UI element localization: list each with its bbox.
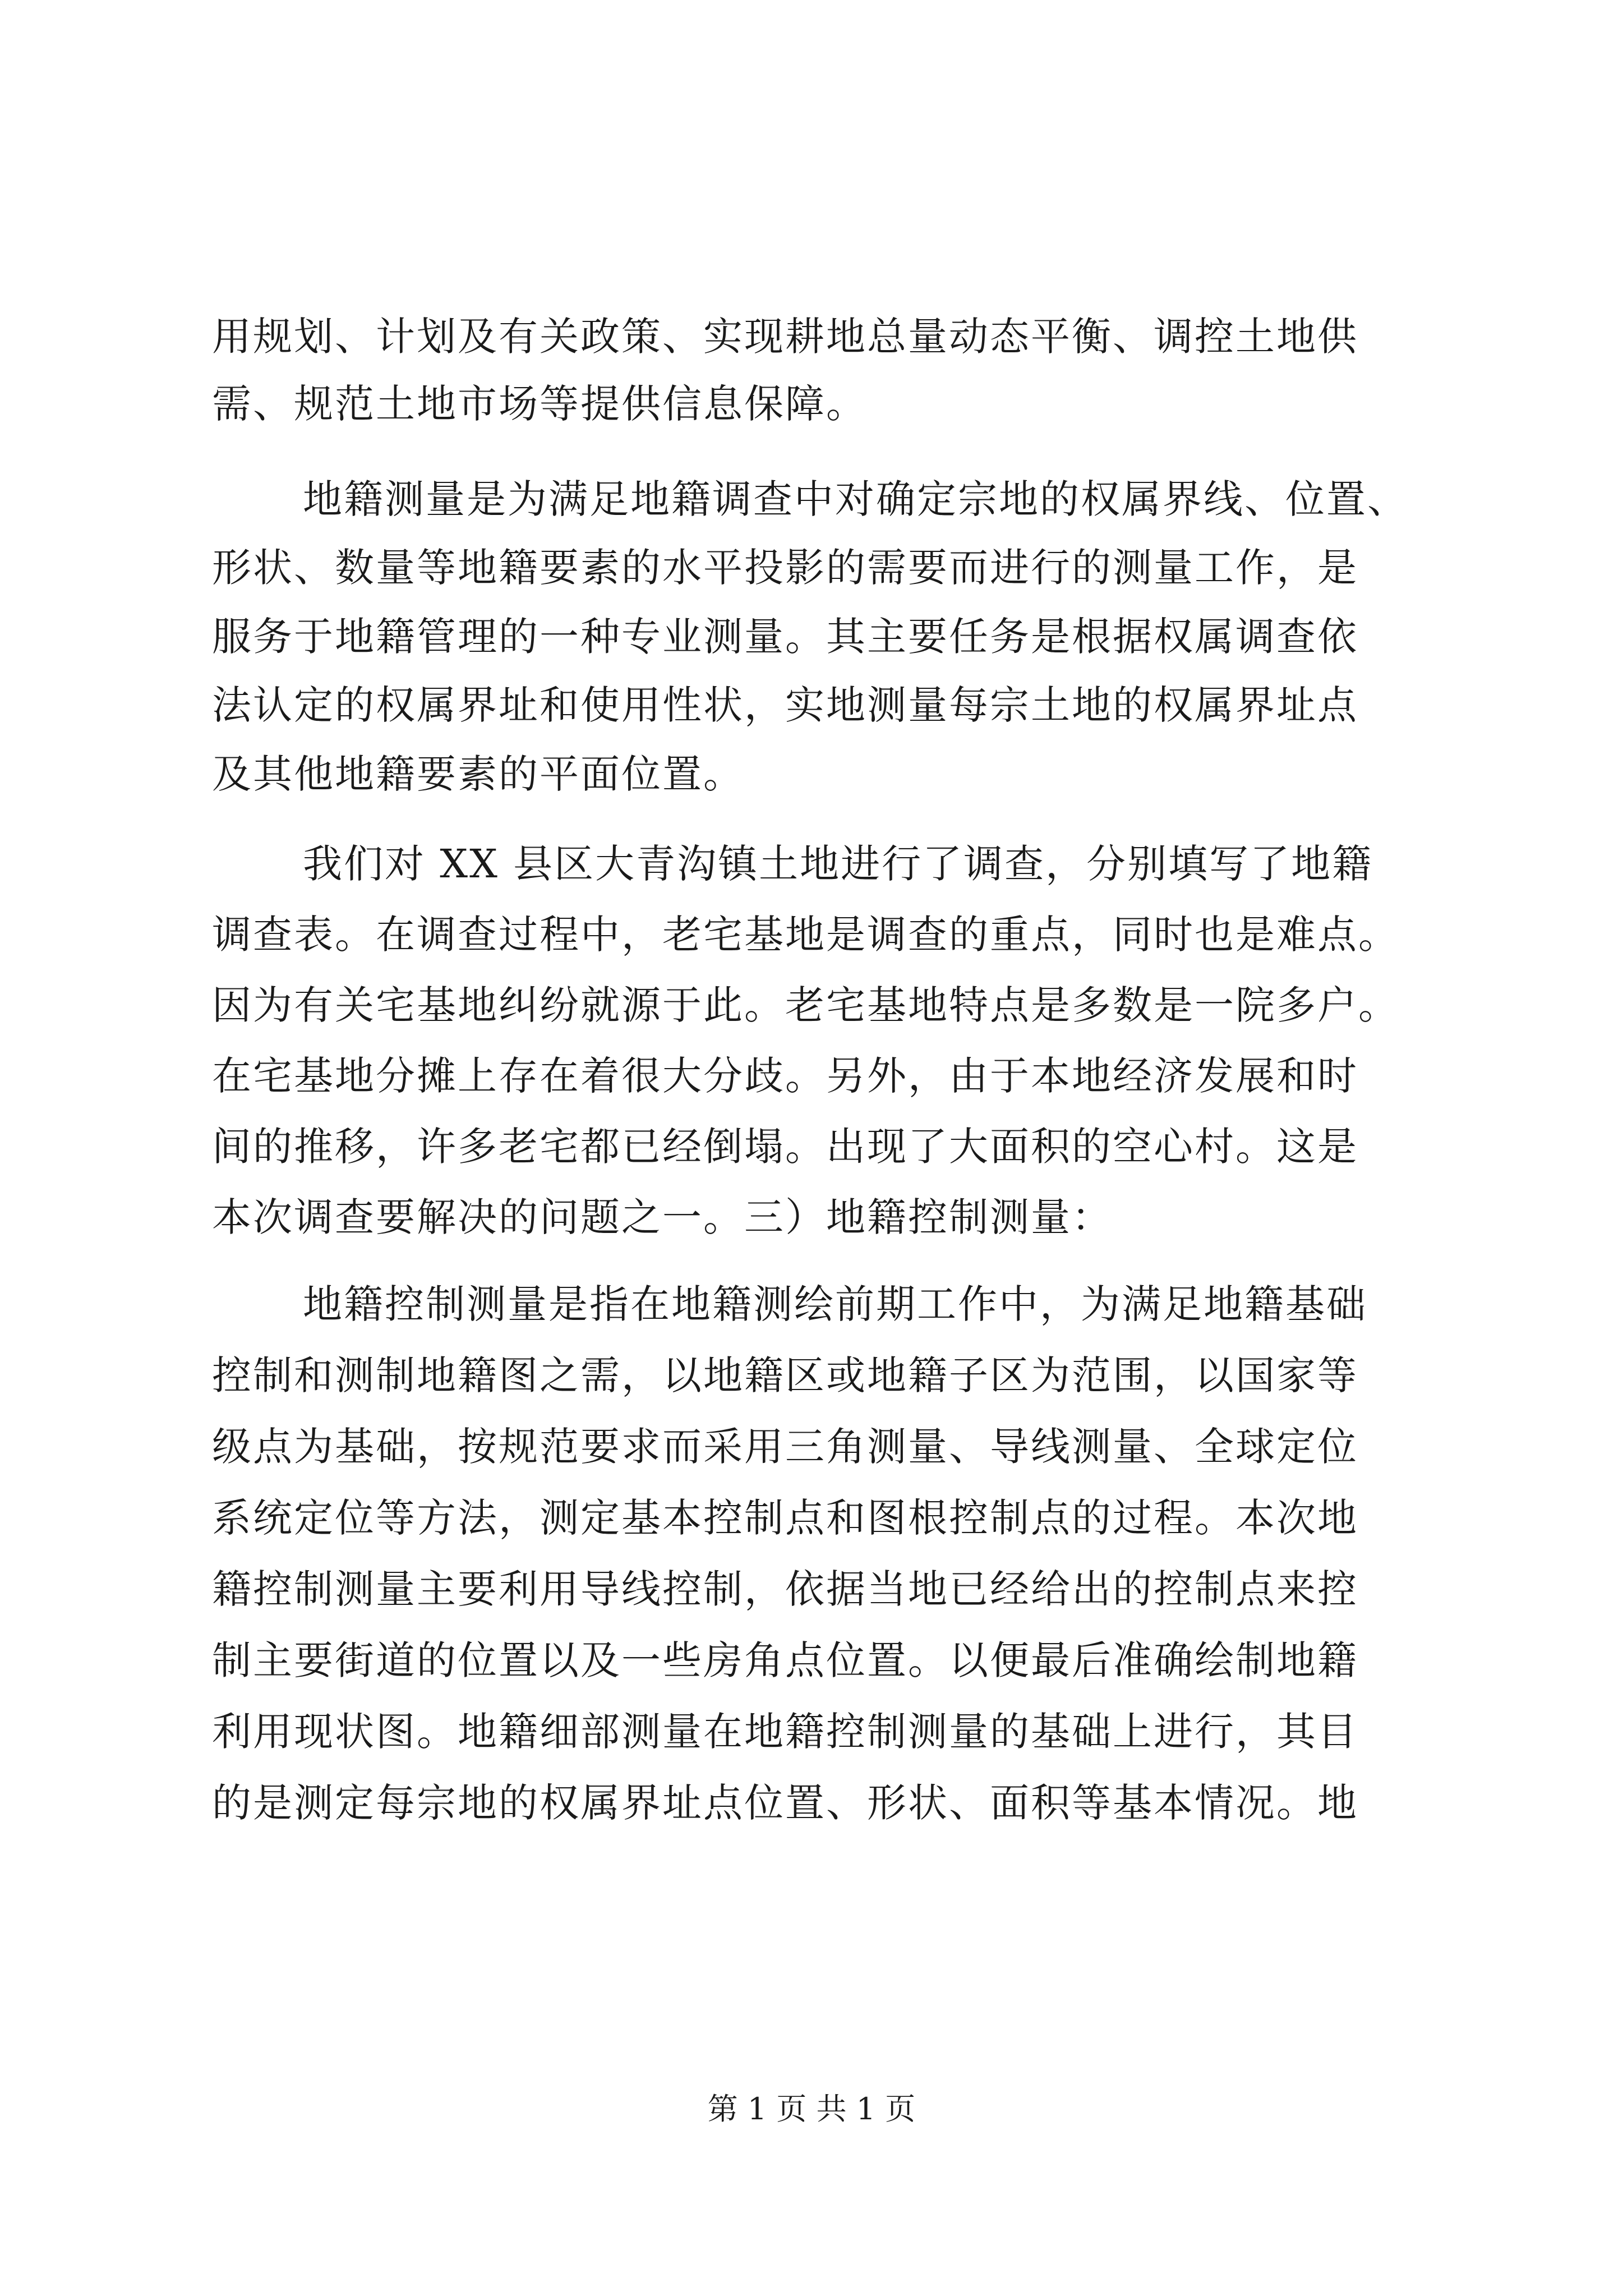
text-line-7: 及其他地籍要素的平面位置。: [212, 751, 744, 797]
text-line-21: 的是测定每宗地的权属界址点位置、形状、面积等基本情况。地: [212, 1780, 1358, 1826]
text-line-13: 本次调查要解决的问题之一。三）地籍控制测量：: [212, 1194, 1113, 1240]
text-line-10: 因为有关宅基地纠纷就源于此。老宅基地特点是多数是一院多户。: [212, 982, 1399, 1028]
text-line-19: 制主要街道的位置以及一些房角点位置。以便最后准确绘制地籍: [212, 1637, 1358, 1683]
text-line-11: 在宅基地分摊上存在着很大分歧。另外，由于本地经济发展和时: [212, 1053, 1358, 1099]
text-line-4: 形状、数量等地籍要素的水平投影的需要而进行的测量工作，是: [212, 545, 1358, 591]
text-line-1: 用规划、计划及有关政策、实现耕地总量动态平衡、调控土地供: [212, 314, 1358, 360]
text-line-5: 服务于地籍管理的一种专业测量。其主要任务是根据权属调查依: [212, 614, 1358, 660]
text-line-16: 级点为基础，按规范要求而采用三角测量、导线测量、全球定位: [212, 1424, 1358, 1470]
page-footer: 第 1 页 共 1 页: [707, 2091, 916, 2127]
text-line-12: 间的推移，许多老宅都已经倒塌。出现了大面积的空心村。这是: [212, 1124, 1358, 1170]
text-line-14: 地籍控制测量是指在地籍测绘前期工作中，为满足地籍基础: [303, 1281, 1367, 1327]
text-line-15: 控制和测制地籍图之需，以地籍区或地籍子区为范围，以国家等: [212, 1352, 1358, 1398]
text-line-2: 需、规范土地市场等提供信息保障。: [212, 381, 867, 427]
text-line-18: 籍控制测量主要利用导线控制，依据当地已经给出的控制点来控: [212, 1566, 1358, 1612]
text-line-17: 系统定位等方法，测定基本控制点和图根控制点的过程。本次地: [212, 1495, 1358, 1541]
text-line-9: 调查表。在调查过程中，老宅基地是调查的重点，同时也是难点。: [212, 912, 1399, 958]
text-line-6: 法认定的权属界址和使用性状，实地测量每宗土地的权属界址点: [212, 682, 1358, 728]
text-line-20: 利用现状图。地籍细部测量在地籍控制测量的基础上进行，其目: [212, 1709, 1358, 1755]
text-line-8: 我们对 XX 县区大青沟镇土地进行了调查，分别填写了地籍: [303, 841, 1373, 887]
text-line-3: 地籍测量是为满足地籍调查中对确定宗地的权属界线、位置、: [303, 476, 1408, 522]
